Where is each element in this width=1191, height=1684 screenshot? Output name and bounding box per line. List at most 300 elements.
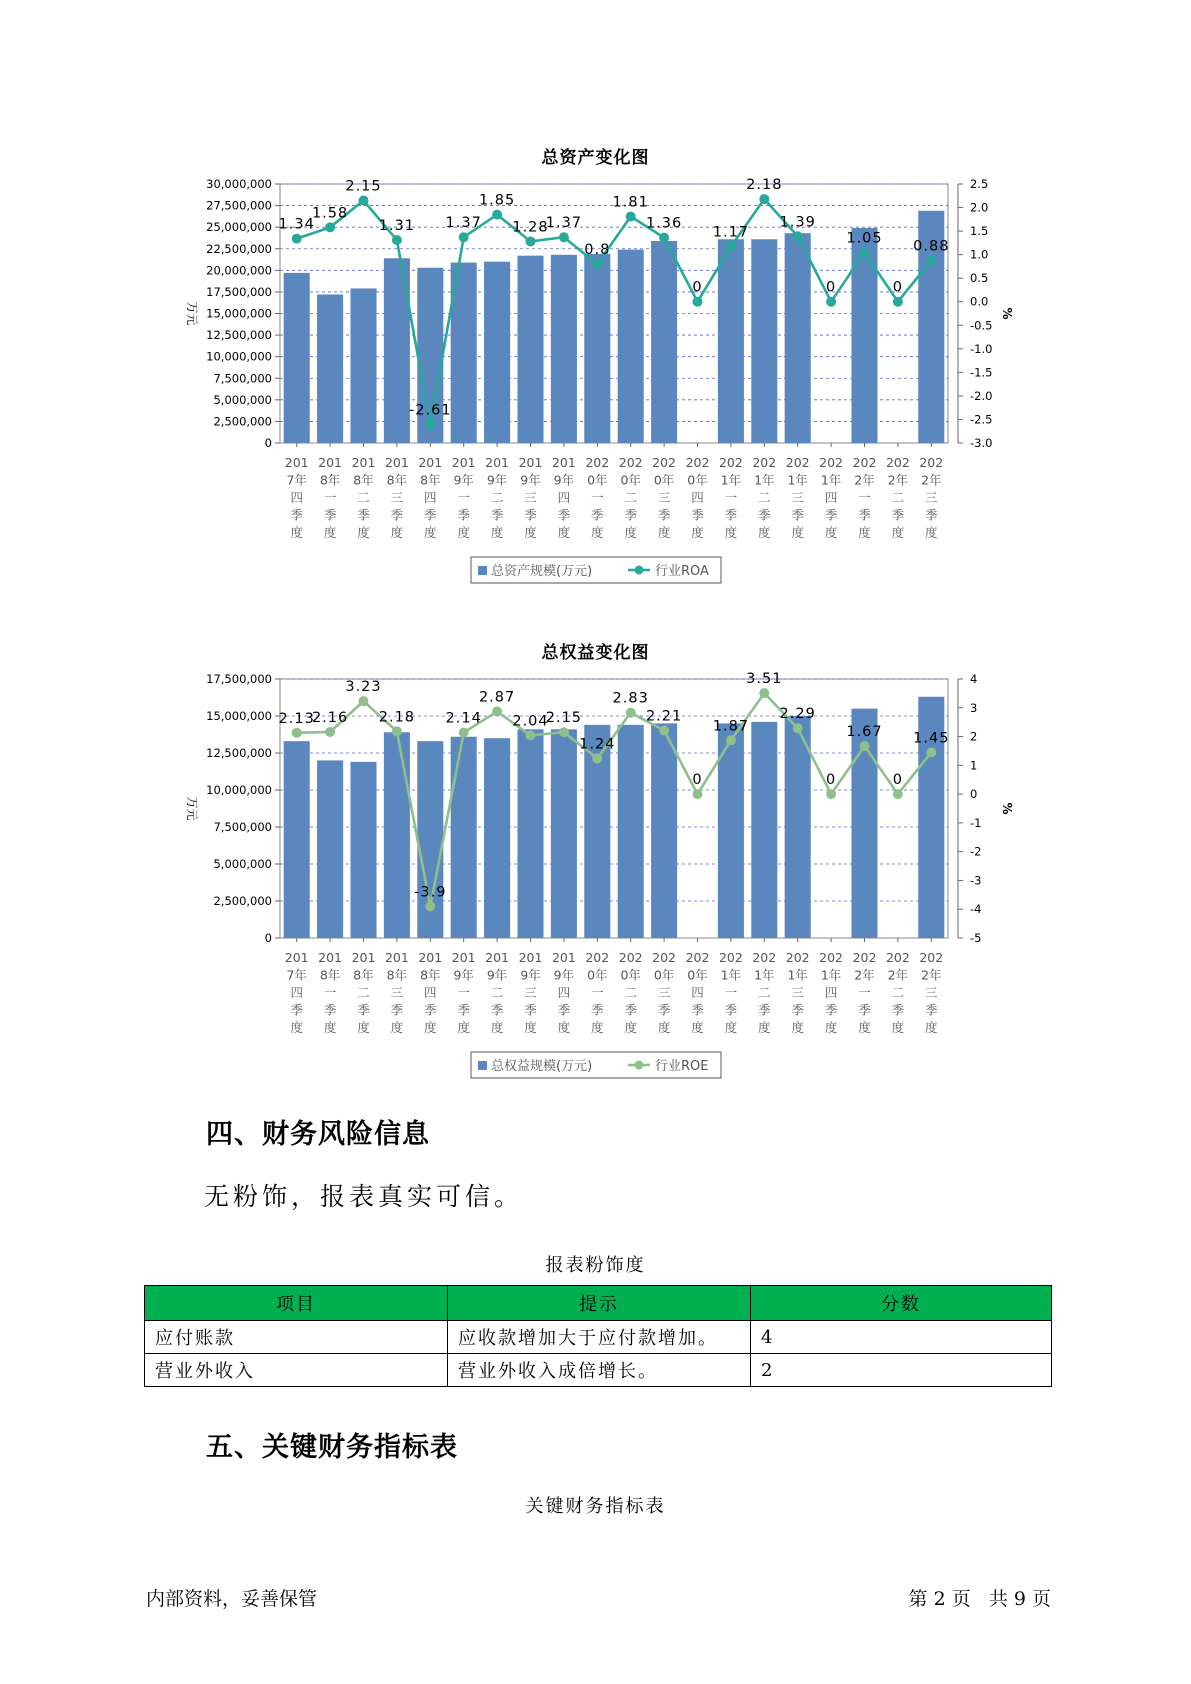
line-point [325,727,335,737]
x-tick-label: 四 [424,490,437,505]
y-right-tick-label: -1.0 [970,341,993,356]
x-tick-label: 度 [824,1020,838,1035]
x-tick-label: 202 [718,950,743,965]
risk-table [144,1285,1052,1387]
x-tick-label: 0年 [620,472,641,488]
x-tick-label: 202 [618,950,643,965]
x-tick-label: 度 [724,525,738,540]
line-point [359,696,369,706]
x-tick-label: 8年 [353,967,374,983]
x-tick-label: 一 [591,985,604,1000]
x-tick-label: 季 [791,1002,804,1018]
y-left-tick-label: 30,000,000 [206,177,272,191]
x-tick-label: 201 [551,455,576,470]
x-tick-label: 一 [457,490,470,505]
y-right-tick-label: -3 [970,873,982,888]
x-tick-label: 2年 [854,967,875,983]
row-score: 4 [751,1321,1052,1354]
x-tick-label: 季 [691,1002,704,1018]
bar [551,255,577,443]
y-right-tick-label: 1.5 [970,224,989,239]
data-label: 1.31 [378,218,416,235]
y-right-tick-label: -1.5 [970,365,993,380]
x-tick-label: 9年 [486,967,508,983]
x-tick-label: 9年 [486,472,508,488]
x-tick-label: 季 [490,507,504,523]
x-tick-label: 1年 [720,967,742,983]
data-label: 1.34 [278,216,315,233]
data-label: -3.9 [414,884,447,901]
x-tick-label: 三 [791,490,804,505]
x-tick-label: 度 [557,1020,571,1035]
data-label: 0.8 [584,242,611,259]
x-tick-label: 度 [557,525,571,540]
x-tick-label: 2年 [921,472,942,488]
x-tick-label: 202 [919,950,944,965]
bar [584,254,610,443]
x-tick-label: 二 [891,490,905,505]
x-tick-label: 季 [357,507,370,523]
x-tick-label: 二 [624,490,637,505]
line-point [392,726,402,736]
x-tick-label: 一 [591,490,604,505]
x-tick-label: 四 [691,490,704,505]
x-tick-label: 度 [858,525,871,540]
x-tick-label: 三 [791,985,804,1000]
bar [284,273,310,443]
x-tick-label: 季 [824,507,838,523]
row-hint: 应收款增加大于应付款增加。 [448,1321,751,1354]
bar [284,741,310,938]
line-point [659,726,669,736]
x-tick-label: 二 [490,985,504,1000]
bar [484,738,510,938]
x-tick-label: 9年 [553,967,575,983]
x-tick-label: 202 [685,455,710,470]
x-tick-label: 度 [457,525,470,540]
x-tick-label: 季 [290,507,303,523]
y-right-tick-label: -2 [970,844,982,859]
line-point [292,728,302,738]
x-tick-label: 季 [657,1002,671,1018]
x-tick-label: 季 [323,1002,337,1018]
x-tick-label: 2年 [921,967,942,983]
data-label: 0 [892,772,904,789]
x-tick-label: 0年 [687,472,708,488]
y-right-tick-label: 4 [970,672,978,686]
line-point [592,259,602,269]
x-tick-label: 202 [819,950,844,965]
data-label: 1.67 [846,724,883,741]
x-tick-label: 202 [785,455,810,470]
line-point [559,727,569,737]
data-label: 1.37 [445,215,482,232]
x-tick-label: 二 [357,490,370,505]
y-left-tick-label: 0 [264,931,272,945]
y-right-tick-label: -0.5 [970,318,993,333]
x-tick-label: 四 [824,490,838,505]
x-tick-label: 度 [490,525,504,540]
x-tick-label: 二 [758,490,771,505]
x-tick-label: 度 [758,525,771,540]
line-point [392,235,402,245]
data-label: 1.05 [846,230,883,247]
line-point [592,753,602,763]
x-tick-label: 度 [323,1020,337,1035]
x-tick-label: 四 [557,490,571,505]
x-tick-label: 度 [490,1020,504,1035]
x-tick-label: 202 [919,455,944,470]
bar [317,760,343,938]
header-hint: 提示 [448,1286,751,1321]
x-tick-label: 201 [351,455,376,470]
y-left-tick-label: 17,500,000 [206,672,272,686]
x-tick-label: 季 [524,507,537,523]
y-right-tick-label: -4 [970,902,982,917]
y-left-tick-label: 0 [264,436,272,450]
data-label: 1.28 [512,219,549,236]
data-label: 2.13 [278,710,315,727]
x-tick-label: 度 [791,525,804,540]
y-left-tick-label: 5,000,000 [213,857,272,871]
x-tick-label: 季 [624,1002,637,1018]
x-tick-label: 9年 [553,472,575,488]
x-tick-label: 三 [390,985,404,1000]
y-left-axis-label: 万元 [185,796,199,821]
x-tick-label: 201 [485,950,510,965]
row-hint: 营业外收入成倍增长。 [448,1354,751,1387]
data-label: 1.39 [779,214,816,231]
legend-bar-label: 总资产规模(万元) [491,564,593,579]
line-point [860,741,870,751]
x-tick-label: 1年 [754,967,775,983]
x-tick-label: 201 [284,950,309,965]
x-tick-label: 一 [323,985,337,1000]
key-metrics-caption: 关键财务指标表 [525,1496,666,1517]
line-point [559,232,569,242]
data-label: 2.18 [746,177,783,194]
x-tick-label: 季 [390,1002,404,1018]
y-left-tick-label: 10,000,000 [206,783,272,797]
x-tick-label: 度 [624,1020,637,1035]
y-right-tick-label: 2.0 [970,200,989,215]
x-tick-label: 度 [290,1020,303,1035]
x-tick-label: 201 [318,950,343,965]
footer-left: 内部资料，妥善保管 [146,1588,318,1610]
bar [751,722,777,938]
x-tick-label: 9年 [520,967,541,983]
section5-heading: 五、关键财务指标表 [206,1432,458,1463]
x-tick-label: 三 [524,985,537,1000]
y-left-tick-label: 15,000,000 [206,709,272,723]
x-tick-label: 四 [691,985,704,1000]
x-tick-label: 四 [290,490,303,505]
bar [618,725,644,938]
bar [517,729,543,938]
row-score: 2 [751,1354,1052,1387]
y-left-tick-label: 12,500,000 [206,328,272,343]
line-point [325,222,335,232]
data-label: 2.29 [779,706,816,723]
y-left-tick-label: 15,000,000 [206,306,272,321]
x-tick-label: 季 [791,507,804,523]
bar [384,732,410,938]
x-tick-label: 二 [624,985,637,1000]
x-tick-label: 二 [490,490,504,505]
y-right-tick-label: -5 [970,931,982,945]
section4-body: 无粉饰，报表真实可信。 [204,1182,524,1211]
y-right-tick-label: 0.0 [970,294,989,309]
legend-line-label: 行业ROE [655,1059,709,1074]
x-tick-label: 8年 [319,967,341,983]
line-point [693,297,703,307]
x-tick-label: 201 [418,455,443,470]
chart1-title: 总资产变化图 [541,148,650,168]
line-point [793,723,803,733]
bar [785,716,811,938]
bar [785,233,811,443]
bar [451,737,477,938]
data-label: -2.61 [409,402,452,419]
legend-line-label: 行业ROA [655,564,709,579]
row-item: 营业外收入 [145,1354,448,1387]
x-tick-label: 202 [718,455,743,470]
line-point [659,233,669,243]
x-tick-label: 度 [791,1020,804,1035]
y-right-axis-label: % [1000,802,1014,815]
x-tick-label: 二 [891,985,905,1000]
bar [851,228,877,443]
x-tick-label: 一 [323,490,337,505]
line-point [726,735,736,745]
x-tick-label: 季 [557,507,571,523]
x-tick-label: 202 [652,950,677,965]
header-score: 分数 [751,1286,1052,1321]
x-tick-label: 季 [758,507,771,523]
bar [517,256,543,443]
line-point [425,901,435,911]
data-label: 2.14 [445,710,482,727]
line-point [359,195,369,205]
x-tick-label: 1年 [754,472,775,488]
line-point [425,420,435,430]
x-tick-label: 三 [524,490,537,505]
line-point [793,231,803,241]
x-tick-label: 季 [390,507,404,523]
y-left-tick-label: 27,500,000 [206,198,272,213]
x-tick-label: 度 [691,1020,704,1035]
x-tick-label: 202 [885,950,910,965]
data-label: 2.83 [612,690,649,707]
data-label: 1.37 [545,215,583,232]
line-point [492,707,502,717]
table-row [145,1354,1052,1387]
line-point [626,708,636,718]
y-right-tick-label: -2.5 [970,412,993,427]
x-tick-label: 度 [657,525,671,540]
data-label: 0.88 [913,238,950,255]
bar [651,241,677,443]
y-left-tick-label: 25,000,000 [206,220,272,235]
risk-table-caption: 报表粉饰度 [545,1255,646,1276]
x-tick-label: 度 [891,525,905,540]
x-tick-label: 三 [657,985,671,1000]
y-right-tick-label: 0 [970,787,978,802]
line-point [759,194,769,204]
x-tick-label: 度 [424,525,437,540]
x-tick-label: 8年 [420,472,441,488]
data-label: 2.15 [545,710,583,727]
bar [350,288,376,443]
x-tick-label: 8年 [386,967,408,983]
x-tick-label: 季 [858,507,871,523]
x-tick-label: 度 [323,525,337,540]
x-tick-label: 0年 [653,472,675,488]
x-tick-label: 201 [384,455,409,470]
x-tick-label: 8年 [353,472,374,488]
x-tick-label: 季 [657,507,671,523]
y-right-tick-label: -2.0 [970,388,993,403]
data-label: 1.36 [645,215,683,232]
x-tick-label: 一 [457,985,470,1000]
y-right-tick-label: 2 [970,729,978,744]
y-right-tick-label: 2.5 [970,177,989,191]
line-point [726,242,736,252]
data-label: 3.23 [345,679,382,696]
x-tick-label: 8年 [386,472,408,488]
legend-bar-label: 总权益规模(万元) [491,1059,593,1074]
x-tick-label: 9年 [453,472,474,488]
table-row [145,1321,1052,1354]
y-right-tick-label: 1.0 [970,247,989,262]
x-tick-label: 一 [724,985,738,1000]
x-tick-label: 度 [758,1020,771,1035]
x-tick-label: 度 [591,525,604,540]
bar [618,250,644,443]
y-left-tick-label: 5,000,000 [213,392,272,407]
data-label: 2.16 [311,709,349,726]
x-tick-label: 1年 [787,472,808,488]
x-tick-label: 202 [585,455,610,470]
x-tick-label: 季 [591,507,604,523]
x-tick-label: 三 [925,985,938,1000]
data-label: 0 [892,279,904,296]
x-tick-label: 0年 [620,967,641,983]
bar [718,239,744,443]
data-label: 1.81 [612,194,649,211]
data-label: 2.21 [645,708,683,725]
y-left-tick-label: 10,000,000 [206,349,272,364]
x-tick-label: 季 [323,507,337,523]
y-left-tick-label: 12,500,000 [206,746,272,760]
y-left-tick-label: 20,000,000 [206,263,272,278]
legend-bar-swatch [478,1061,487,1070]
line-point [826,789,836,799]
x-tick-label: 度 [390,525,404,540]
bar [484,262,510,443]
x-tick-label: 202 [652,455,677,470]
x-tick-label: 201 [551,950,576,965]
x-tick-label: 7年 [286,472,307,488]
line-point [526,730,536,740]
line-point [926,255,936,265]
x-tick-label: 季 [524,1002,537,1018]
x-tick-label: 1年 [820,967,842,983]
x-tick-label: 季 [925,1002,938,1018]
x-tick-label: 201 [518,455,543,470]
total-assets-chart [0,168,1191,588]
x-tick-label: 202 [685,950,710,965]
bar [350,762,376,938]
x-tick-label: 季 [557,1002,571,1018]
total-equity-chart [0,663,1191,1083]
x-tick-label: 度 [891,1020,905,1035]
data-label: 3.51 [746,671,783,688]
row-item: 应付账款 [145,1321,448,1354]
data-label: 2.87 [478,689,516,706]
x-tick-label: 一 [858,490,871,505]
line-point [492,210,502,220]
x-tick-label: 四 [424,985,437,1000]
x-tick-label: 度 [925,525,938,540]
x-tick-label: 201 [418,950,443,965]
x-tick-label: 四 [290,985,303,1000]
x-tick-label: 0年 [653,967,675,983]
x-tick-label: 201 [284,455,309,470]
x-tick-label: 三 [390,490,404,505]
x-tick-label: 202 [752,950,777,965]
x-tick-label: 季 [858,1002,871,1018]
data-label: 1.45 [913,730,950,747]
line-point [526,236,536,246]
x-tick-label: 度 [657,1020,671,1035]
x-tick-label: 季 [724,507,738,523]
line-point [893,789,903,799]
x-tick-label: 202 [752,455,777,470]
line-point [626,211,636,221]
x-tick-label: 度 [290,525,303,540]
x-tick-label: 度 [524,1020,537,1035]
line-point [759,688,769,698]
bar [651,723,677,938]
y-right-tick-label: 3 [970,700,978,715]
x-tick-label: 202 [785,950,810,965]
x-tick-label: 季 [490,1002,504,1018]
y-right-tick-label: -1 [970,815,982,830]
x-tick-label: 季 [891,507,905,523]
x-tick-label: 季 [691,507,704,523]
risk-table-header [145,1286,1052,1321]
chart2-title: 总权益变化图 [541,643,650,663]
data-label: 0 [825,279,837,296]
legend-bar-swatch [478,566,487,575]
x-tick-label: 度 [357,1020,370,1035]
x-tick-label: 8年 [319,472,341,488]
x-tick-label: 2年 [887,472,909,488]
x-tick-label: 1年 [720,472,742,488]
data-label: 0 [692,772,703,789]
x-tick-label: 二 [357,985,370,1000]
x-tick-label: 度 [424,1020,437,1035]
x-tick-label: 季 [758,1002,771,1018]
legend-line-marker [635,1061,644,1070]
x-tick-label: 9年 [453,967,474,983]
y-left-axis-label: 万元 [185,301,199,326]
x-tick-label: 201 [485,455,510,470]
x-tick-label: 202 [819,455,844,470]
footer-page-number: 第 2 页 共 9 页 [908,1588,1051,1610]
y-left-tick-label: 7,500,000 [213,820,272,834]
